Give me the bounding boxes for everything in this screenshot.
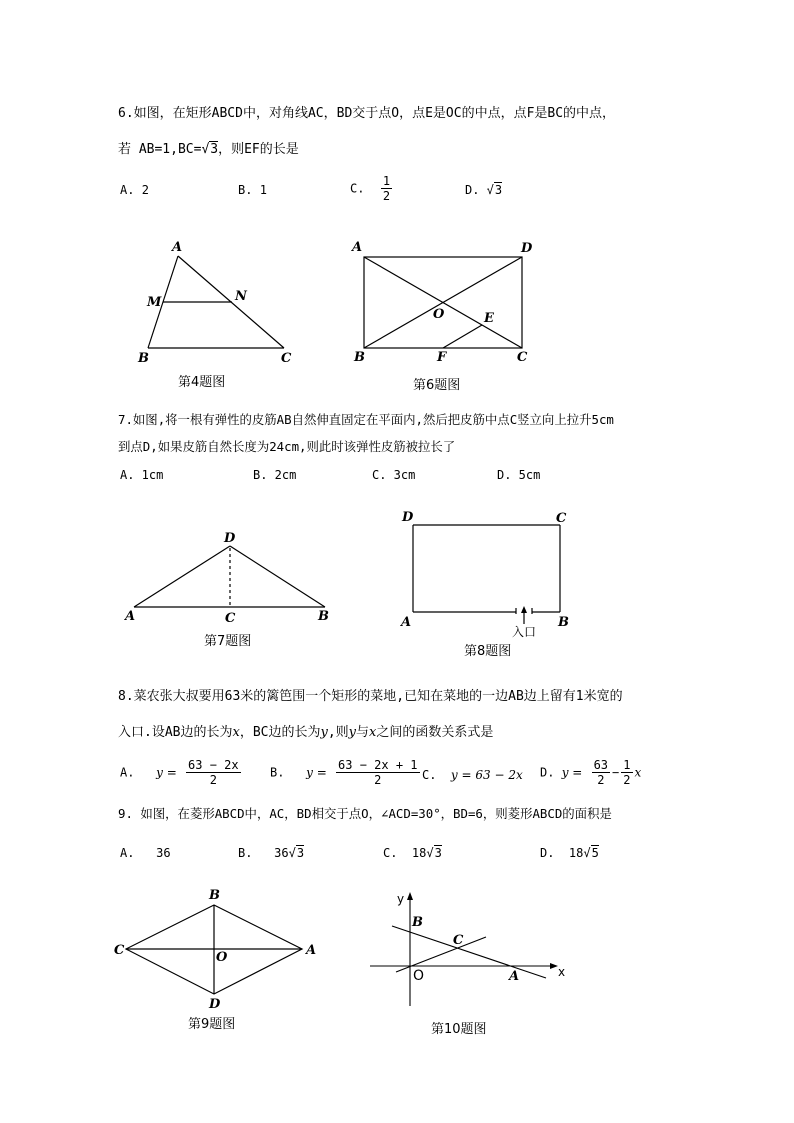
fig6-label-f: F (437, 350, 447, 365)
q6-option-d[interactable]: D. √3 (465, 183, 503, 197)
fig4-label-c: C (281, 351, 292, 366)
q6-option-c[interactable]: C. $\frac{1}{2}$ (350, 174, 391, 203)
fig6-label-d: D (521, 241, 533, 256)
q9-option-d[interactable]: D. 18√5 (540, 846, 599, 860)
fig7-diagram (134, 546, 325, 607)
q9-option-a[interactable]: A. 36 (120, 846, 171, 860)
fig7-caption: 第7题图 (204, 634, 252, 649)
fraction: $\frac{1}{2}$ (382, 174, 391, 203)
q8-option-b[interactable]: B. y = $\frac{63 - 2x + 1}{2}$ (270, 758, 418, 787)
fig9-label-b: B (209, 888, 220, 903)
q8-stem-line2: 入口.设AB边的长为x，BC边的长为y,则y与x之间的函数关系式是 (118, 725, 494, 740)
fig10-label-c: C (453, 933, 464, 948)
q6-stem-line1: 6.如图，在矩形ABCD中，对角线AC，BD交于点O，点E是OC的中点，点F是BC的中点， (118, 106, 616, 121)
fig6-segment-ef (443, 325, 482, 348)
fig10-label-o: O (413, 968, 425, 984)
fig9-diagram (126, 905, 302, 994)
fig6-diagram (364, 257, 522, 348)
fig6-label-e: E (484, 311, 494, 326)
fraction: $\frac{63 - 2x + 1}{2}$ (338, 758, 418, 787)
fig6-label-o: O (433, 307, 445, 322)
fig10-diagram (370, 898, 552, 1006)
q7-stem-line1: 7.如图,将一根有弹性的皮筋AB自然伸直固定在平面内,然后把皮筋中点C竖立向上拉升5cm (118, 412, 614, 427)
fig10-label-a: A (509, 969, 520, 984)
fig6-label-b: B (354, 350, 365, 365)
fig8-label-c: C (556, 511, 567, 526)
fig7-label-a: A (125, 609, 136, 624)
fig7-side-db (230, 546, 325, 607)
q6-option-a[interactable]: A. 2 (120, 183, 149, 197)
q7-option-b[interactable]: B. 2cm (253, 468, 297, 482)
fig10-label-x: x (558, 965, 566, 979)
q9-option-b[interactable]: B. 36√3 (238, 846, 305, 860)
fig10-y-arrow (407, 892, 413, 900)
q7-option-d[interactable]: D. 5cm (497, 468, 541, 482)
fig6-caption: 第6题图 (413, 378, 461, 393)
fig7-label-c: C (225, 611, 236, 626)
q9-option-c[interactable]: C. 18√3 (383, 846, 442, 860)
q6-stem-line2: 若 AB=1,BC=√3，则EF的长是 (118, 142, 299, 157)
fig9-label-d: D (209, 997, 221, 1012)
fig7-label-b: B (318, 609, 329, 624)
q8-option-c[interactable]: C. y = 63 − 2x (422, 768, 523, 782)
fig7-label-d: D (224, 531, 236, 546)
fig8-label-d: D (402, 510, 414, 525)
fig4-label-m: M (147, 295, 162, 310)
fig4-label-n: N (235, 289, 247, 304)
fig8-arrow-head (521, 606, 527, 613)
fig10-caption: 第10题图 (431, 1022, 487, 1037)
fraction: $\frac{63 - 2x}{2}$ (188, 758, 239, 787)
q8-option-a[interactable]: A. y = $\frac{63 - 2x}{2}$ (120, 758, 239, 787)
fig10-label-y: y (397, 892, 405, 906)
fig6-label-c: C (517, 350, 528, 365)
q7-option-a[interactable]: A. 1cm (120, 468, 164, 482)
fig10-label-b: B (412, 915, 423, 930)
fraction: $\frac{1}{2}$ (623, 758, 631, 787)
q8-option-d[interactable]: D. y = $\frac{63}{2}$ − $\frac{1}{2}$ x (540, 758, 642, 787)
fig9-caption: 第9题图 (188, 1017, 236, 1032)
fig4-label-a: A (172, 240, 183, 255)
fig4-diagram (148, 256, 284, 348)
fig7-side-ad (134, 546, 230, 607)
fig8-diagram (413, 525, 560, 624)
fig4-label-b: B (138, 351, 149, 366)
fig6-label-a: A (352, 240, 363, 255)
q7-stem-line2: 到点D,如果皮筋自然长度为24cm,则此时该弹性皮筋被拉长了 (118, 439, 456, 454)
fraction: $\frac{63}{2}$ (593, 758, 609, 787)
fig4-caption: 第4题图 (178, 375, 226, 390)
q7-option-c[interactable]: C. 3cm (372, 468, 416, 482)
fig8-label-b: B (558, 615, 569, 630)
fig10-x-arrow (550, 963, 558, 969)
fig8-entrance-label: 入口 (512, 625, 537, 639)
fig8-caption: 第8题图 (464, 644, 512, 659)
q6-option-b[interactable]: B. 1 (238, 183, 267, 197)
fig9-label-a: A (306, 943, 317, 958)
fig9-label-o: O (216, 950, 228, 965)
q9-stem: 9. 如图，在菱形ABCD中，AC，BD相交于点O，∠ACD=30°，BD=6，则菱形ABCD的面积是 (118, 806, 612, 821)
fig8-label-a: A (401, 615, 412, 630)
fig9-label-c: C (114, 943, 125, 958)
q8-stem-line1: 8.菜农张大叔要用63米的篱笆围一个矩形的菜地,已知在菜地的一边AB边上留有1米宽的 (118, 689, 623, 704)
